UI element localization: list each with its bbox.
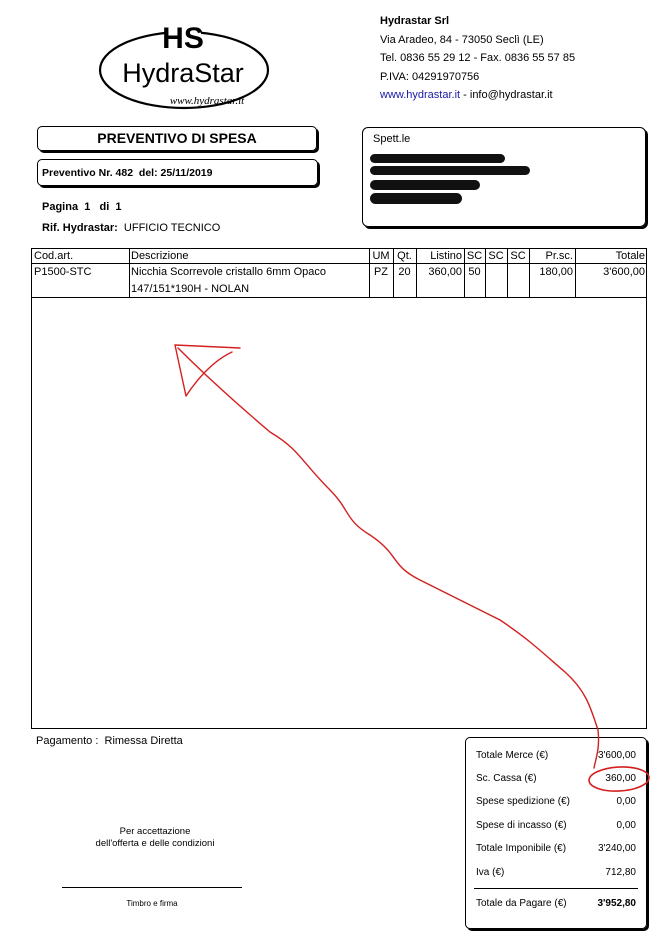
reference-value: UFFICIO TECNICO	[123, 222, 221, 234]
company-address: Via Aradeo, 84 - 73050 Seclì (LE)	[380, 33, 544, 46]
payment-terms	[36, 735, 183, 747]
cell-code: P1500-STC	[34, 266, 92, 278]
payment-value: Rimessa Diretta	[104, 735, 183, 747]
quote-date: 25/11/2019	[160, 167, 213, 179]
company-email: - info@hydrastar.it	[460, 89, 553, 101]
quote-number-label: Preventivo Nr.	[42, 167, 113, 179]
reference-label: Rif. Hydrastar:	[42, 222, 118, 234]
total-row-vat: Iva (€) 712,80	[476, 867, 636, 878]
cell-sc1: 50	[468, 266, 481, 278]
acceptance-text: Per accettazione dell'offerta e delle condizioni	[95, 826, 215, 849]
quote-number-box	[37, 159, 318, 186]
redaction-scribble	[370, 166, 530, 175]
document-title: PREVENTIVO DI SPESA	[37, 126, 317, 151]
redaction-scribble	[370, 154, 505, 163]
logo-brand: HydraStar	[122, 58, 244, 88]
cell-price: 180,00	[539, 266, 573, 278]
total-row-shipping: Spese spedizione (€) 0,00	[476, 796, 636, 807]
redaction-scribble	[370, 193, 462, 204]
col-header-sc3: SC	[510, 250, 526, 262]
items-table	[31, 248, 647, 729]
company-phone: Tel. 0836 55 29 12 - Fax. 0836 55 57 85	[380, 52, 576, 64]
signature-label: Timbro e firma	[126, 899, 178, 908]
hydrastar-logo	[95, 18, 273, 114]
total-row-cash-discount: Sc. Cassa (€) 360,00	[476, 773, 636, 784]
quote-date-label: del:	[138, 167, 158, 179]
col-header-sc1: SC	[466, 250, 483, 262]
total-row-goods: Totale Merce (€) 3'600,00	[476, 750, 636, 761]
quote-number: 482	[115, 167, 134, 179]
cell-total: 3'600,00	[603, 266, 645, 278]
totals-separator	[474, 888, 638, 889]
payment-label: Pagamento :	[36, 735, 99, 747]
company-vat: P.IVA: 04291970756	[380, 70, 480, 83]
cell-um: PZ	[373, 266, 389, 278]
logo-website: www.hydrastar.it	[169, 95, 245, 107]
cell-qty: 20	[398, 266, 411, 278]
col-header-sc2: SC	[488, 250, 504, 262]
total-row-grand-total: Totale da Pagare (€) 3'952,80	[476, 898, 636, 909]
cell-list: 360,00	[428, 266, 462, 278]
total-row-collection: Spese di incasso (€) 0,00	[476, 820, 636, 831]
cell-description-2: 147/151*190H - NOLAN	[131, 283, 250, 295]
col-header-price: Pr.sc.	[545, 250, 573, 262]
company-name: Hydrastar Srl	[380, 15, 450, 27]
col-header-code: Cod.art.	[34, 250, 74, 262]
page-indicator: Pagina 1 di 1	[42, 201, 122, 213]
total-row-taxable: Totale Imponibile (€) 3'240,00	[476, 843, 636, 854]
redaction-scribble	[370, 180, 480, 190]
col-header-um: UM	[372, 250, 390, 262]
col-header-description: Descrizione	[131, 250, 189, 262]
col-header-list: Listino	[430, 250, 462, 262]
company-website-link[interactable]: www.hydrastar.it	[380, 89, 461, 101]
col-header-qty: Qt.	[397, 250, 412, 262]
reference	[42, 222, 220, 234]
company-info	[380, 12, 575, 105]
totals-box	[465, 737, 647, 929]
cell-description-1: Nicchia Scorrevole cristallo 6mm Opaco	[131, 266, 327, 278]
recipient-label: Spett.le	[373, 133, 411, 145]
signature-line	[62, 887, 242, 888]
logo-monogram: HS	[162, 22, 204, 55]
recipient-box	[362, 127, 646, 227]
col-header-total: Totale	[615, 250, 645, 262]
